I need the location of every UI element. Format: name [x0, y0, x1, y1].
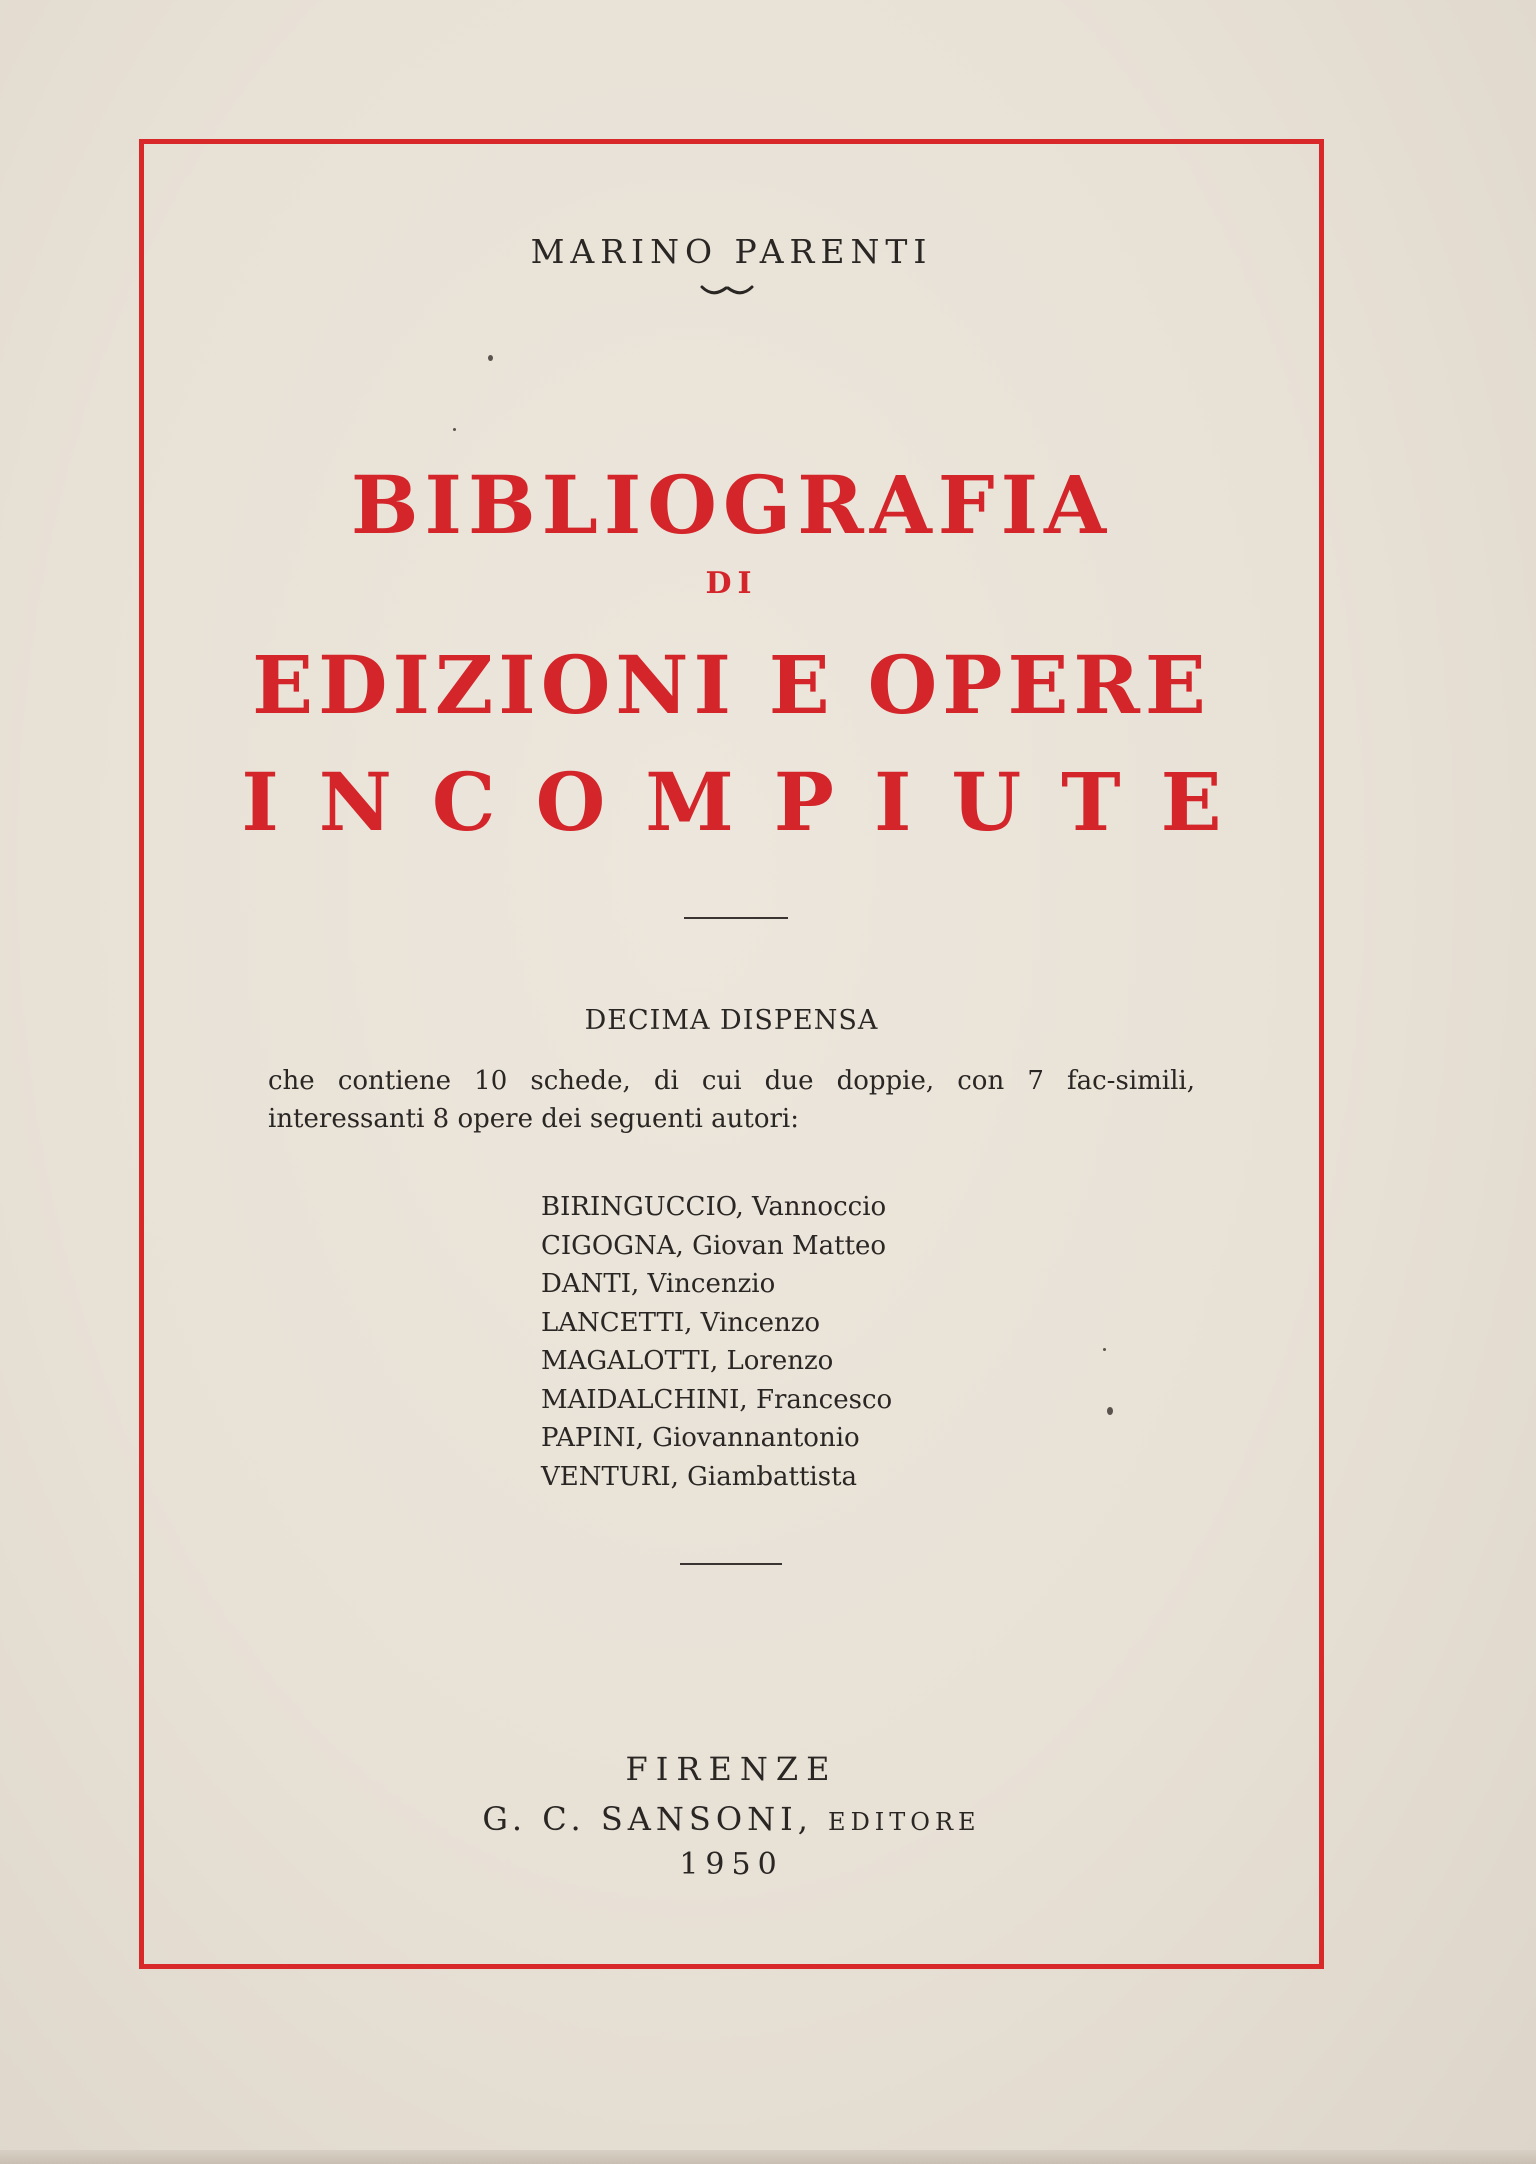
- title-line-4: INCOMPIUTE: [241, 755, 1262, 849]
- title-line-1: BIBLIOGRAFIA: [350, 458, 1113, 552]
- divider-rule: [684, 917, 788, 919]
- list-item: MAIDALCHINI, Francesco: [541, 1384, 893, 1415]
- description-line-2: interessanti 8 opere dei seguenti autori:: [268, 1104, 799, 1134]
- imprint-city: FIRENZE: [625, 1750, 838, 1788]
- dispensa-heading: DECIMA DISPENSA: [584, 1005, 879, 1036]
- list-item: CIGOGNA, Giovan Matteo: [541, 1230, 887, 1261]
- divider-rule: [680, 1563, 782, 1565]
- author-list: [541, 1188, 892, 1496]
- paper-speck: [1103, 1348, 1106, 1351]
- paper-edge: [0, 2150, 1536, 2164]
- imprint-year: 1950: [679, 1847, 784, 1882]
- publisher-name: G. C. SANSONI,: [482, 1800, 813, 1838]
- paper-speck: [488, 355, 493, 361]
- list-item: MAGALOTTI, Lorenzo: [541, 1346, 834, 1376]
- paper-speck: [453, 428, 456, 431]
- title-line-3: EDIZIONI E OPERE: [252, 638, 1211, 732]
- ornament-flourish-icon: [700, 282, 754, 300]
- list-item: VENTURI, Giambattista: [541, 1461, 858, 1492]
- list-item: BIRINGUCCIO, Vannoccio: [541, 1192, 887, 1222]
- title-line-2: DI: [705, 566, 758, 601]
- publisher-role: EDITORE: [828, 1808, 981, 1836]
- author-name: MARINO PARENTI: [530, 232, 933, 271]
- paper-speck: [1107, 1407, 1113, 1415]
- description-line-1: che contiene 10 schede, di cui due doppie, con 7 fac-simili,: [268, 1066, 1195, 1096]
- list-item: LANCETTI, Vincenzo: [541, 1307, 821, 1338]
- list-item: PAPINI, Giovannantonio: [541, 1423, 860, 1453]
- red-border-frame: [139, 139, 1324, 1969]
- list-item: DANTI, Vincenzio: [541, 1269, 776, 1299]
- imprint-publisher: [139, 1800, 1324, 1838]
